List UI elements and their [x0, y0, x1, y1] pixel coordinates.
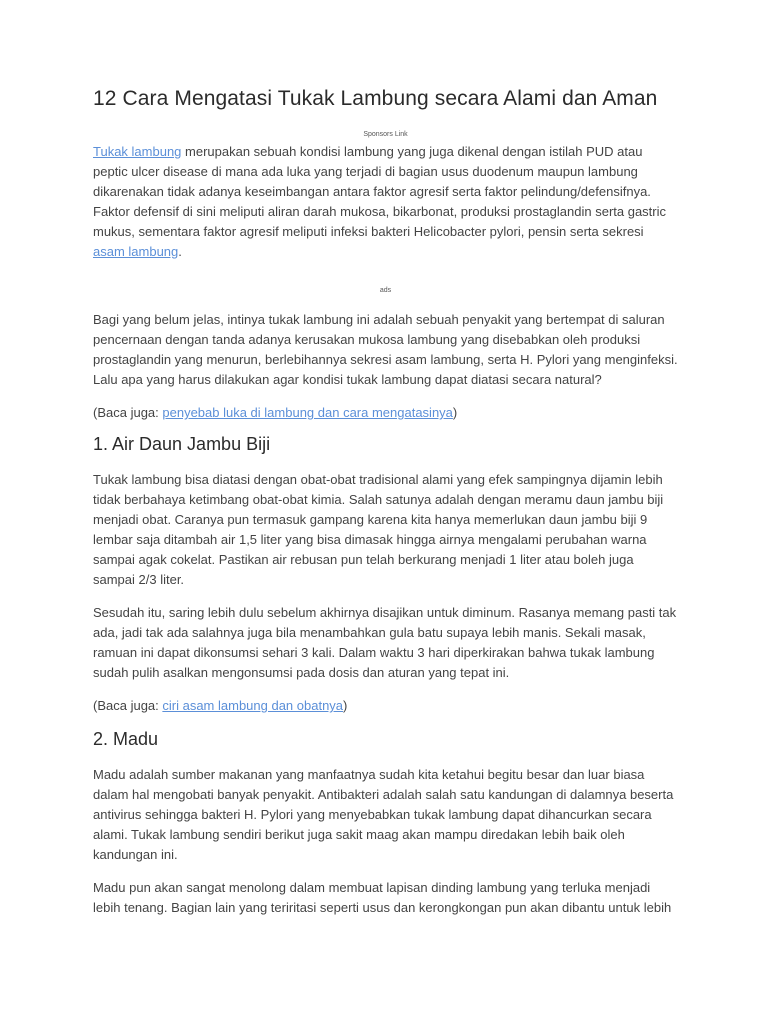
intro-text-1: merupakan sebuah kondisi lambung yang juga dikenal dengan istilah PUD atau peptic ulcer disease di mana ada luka yang terjadi di bagian usus duodenum maupun lambung dikarenakan tidak adanya keseimbangan antara faktor agresif serta faktor pelindung/defensifnya. Faktor defensif di sini meliputi aliran darah mukosa, bikarbonat, produksi prostaglandin serta gastric mukus, sementara faktor agresif meliputi infeksi bakteri Helicobacter pylori, pensin serta sekresi	[93, 144, 667, 239]
baca-juga-suffix: )	[343, 698, 348, 713]
section-1-heading: 1. Air Daun Jambu Biji	[93, 434, 271, 454]
baca-juga-prefix: (Baca juga:	[93, 698, 163, 713]
article	[93, 84, 678, 918]
intro-paragraph	[93, 142, 678, 262]
article-title: 12 Cara Mengatasi Tukak Lambung secara Alami dan Aman	[93, 87, 658, 110]
asam-lambung-link[interactable]: asam lambung	[93, 244, 179, 259]
section-2-paragraph-2: Madu pun akan sangat menolong dalam membuat lapisan dinding lambung yang terluka menjadi lebih tenang. Bagian lain yang teriritasi seperti usus dan kerongkongan pun akan dibantu untuk lebih	[93, 880, 672, 915]
baca-juga-prefix: (Baca juga:	[93, 405, 163, 420]
section-1-paragraph-1: Tukak lambung bisa diatasi dengan obat-obat tradisional alami yang efek sampingnya dijamin lebih tidak berbahaya ketimbang obat-obat kimia. Salah satunya adalah dengan meramu daun jambu biji menjadi obat. Caranya pun termasuk gampang karena kita hanya memerlukan daun jambu biji 9 lembar saja ditambah air 1,5 liter yang bisa dimasak hingga airnya mengalami perubahan warna sampai agak cokelat. Pastikan air rebusan pun telah berkurang menjadi 1 liter atau boleh juga sampai 2/3 liter.	[93, 472, 664, 587]
penyebab-luka-link[interactable]: penyebab luka di lambung dan cara mengatasinya	[162, 405, 453, 420]
intro-text-2: .	[178, 244, 182, 259]
sponsors-label: Sponsors Link	[363, 131, 408, 138]
ads-label: ads	[379, 287, 392, 294]
tukak-lambung-link[interactable]: Tukak lambung	[93, 144, 182, 159]
section-2-heading: 2. Madu	[93, 729, 159, 749]
baca-juga-1	[93, 403, 678, 423]
section-1-paragraph-2: Sesudah itu, saring lebih dulu sebelum akhirnya disajikan untuk diminum. Rasanya memang pasti tak ada, jadi tak ada salahnya juga bila menambahkan gula batu supaya lebih manis. Sekali masak, ramuan ini dapat dikonsumsi sehari 3 kali. Dalam waktu 3 hari diperkirakan bahwa tukak lambung sudah pulih asalkan mengonsumsi pada dosis dan aturan yang tepat ini.	[93, 605, 677, 680]
ciri-asam-lambung-link[interactable]: ciri asam lambung dan obatnya	[162, 698, 344, 713]
paragraph-2: Bagi yang belum jelas, intinya tukak lambung ini adalah sebuah penyakit yang bertempat di saluran pencernaan dengan tanda adanya kerusakan mukosa lambung yang disebabkan oleh produksi prostaglandin yang menurun, berlebihannya sekresi asam lambung, serta H. Pylori yang menginfeksi. Lalu apa yang harus dilakukan agar kondisi tukak lambung dapat diatasi secara natural?	[93, 312, 678, 387]
baca-juga-suffix: )	[452, 405, 458, 420]
section-2-paragraph-1: Madu adalah sumber makanan yang manfaatnya sudah kita ketahui begitu besar dan luar biasa dalam hal mengobati banyak penyakit. Antibakteri adalah salah satu kandungan di dalamnya beserta antivirus sehingga bakteri H. Pylori yang menyebabkan tukak lambung dapat dihancurkan secara alami. Tukak lambung sendiri berikut juga sakit maag akan mampu diredakan lebih baik oleh kandungan ini.	[93, 767, 674, 862]
baca-juga-2	[93, 696, 678, 716]
